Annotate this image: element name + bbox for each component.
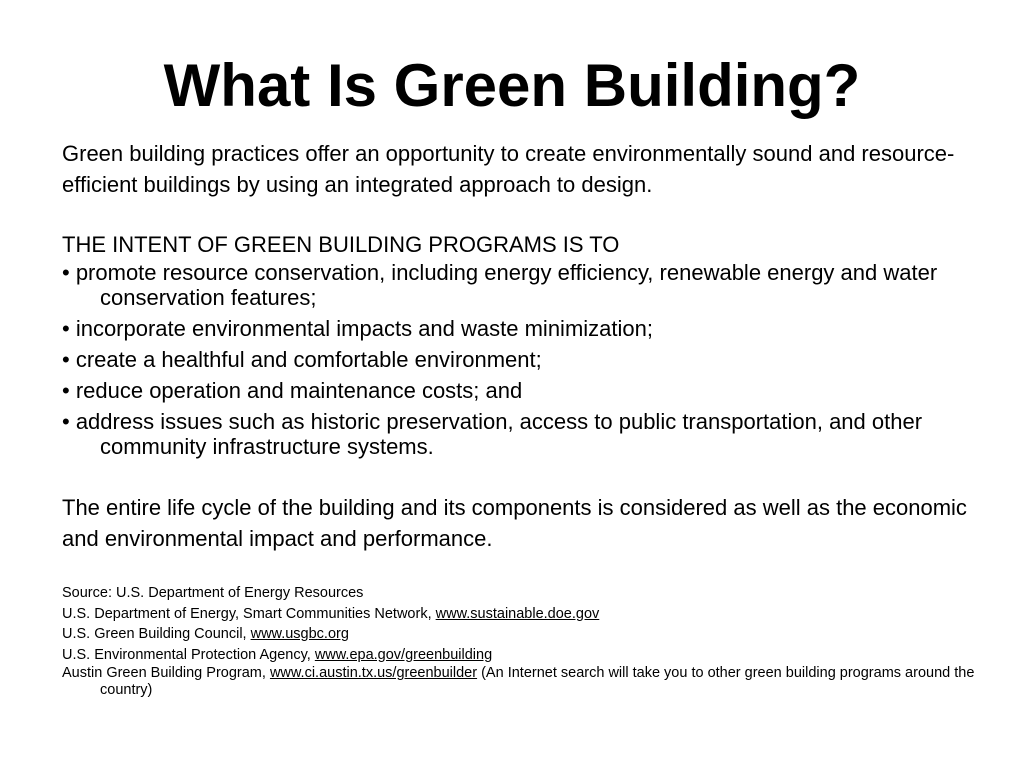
austin-link[interactable]: www.ci.austin.tx.us/greenbuilder — [269, 665, 478, 681]
source-suffix: (An Internet search will take you to other green building programs around the country) — [100, 665, 975, 698]
source-text: U.S. Department of Energy, Smart Communities Network, — [62, 605, 436, 622]
epa-link[interactable]: www.epa.gov/greenbuilding — [314, 646, 493, 663]
source-line — [62, 604, 992, 625]
source-line — [62, 583, 992, 604]
source-line — [62, 645, 992, 666]
source-text: U.S. Green Building Council, — [62, 626, 251, 642]
usgbc-link[interactable]: www.usgbc.org — [250, 626, 349, 642]
bullet-item: • create a healthful and comfortable environment; — [62, 347, 542, 372]
source-line — [62, 665, 992, 699]
bullet-item: • address issues such as historic preservation, access to public transportation, and other community infrastructure systems. — [62, 409, 923, 459]
slide-title: What Is Green Building? — [163, 52, 861, 119]
intent-heading: THE INTENT OF GREEN BUILDING PROGRAMS IS TO — [62, 232, 620, 257]
bullet-item: • incorporate environmental impacts and waste minimization; — [62, 316, 653, 341]
sources-section — [62, 583, 992, 699]
lifecycle-paragraph: The entire life cycle of the building and its components is considered as well as the economic and environmental impact and performance. — [62, 495, 967, 551]
intro-paragraph: Green building practices offer an opportunity to create environmentally sound and resource-efficient buildings by using an integrated approach to design. — [62, 141, 955, 197]
intent-section — [62, 229, 992, 459]
bullet-item: • promote resource conservation, including energy efficiency, renewable energy and water conservation features; — [62, 260, 938, 310]
source-text: Source: U.S. Department of Energy Resources — [62, 585, 364, 601]
source-line — [62, 624, 992, 645]
source-text: Austin Green Building Program, — [62, 665, 270, 681]
bullet-item: • reduce operation and maintenance costs; and — [62, 378, 523, 403]
source-text: U.S. Environmental Protection Agency, — [62, 646, 315, 663]
doe-link[interactable]: www.sustainable.doe.gov — [435, 605, 600, 622]
